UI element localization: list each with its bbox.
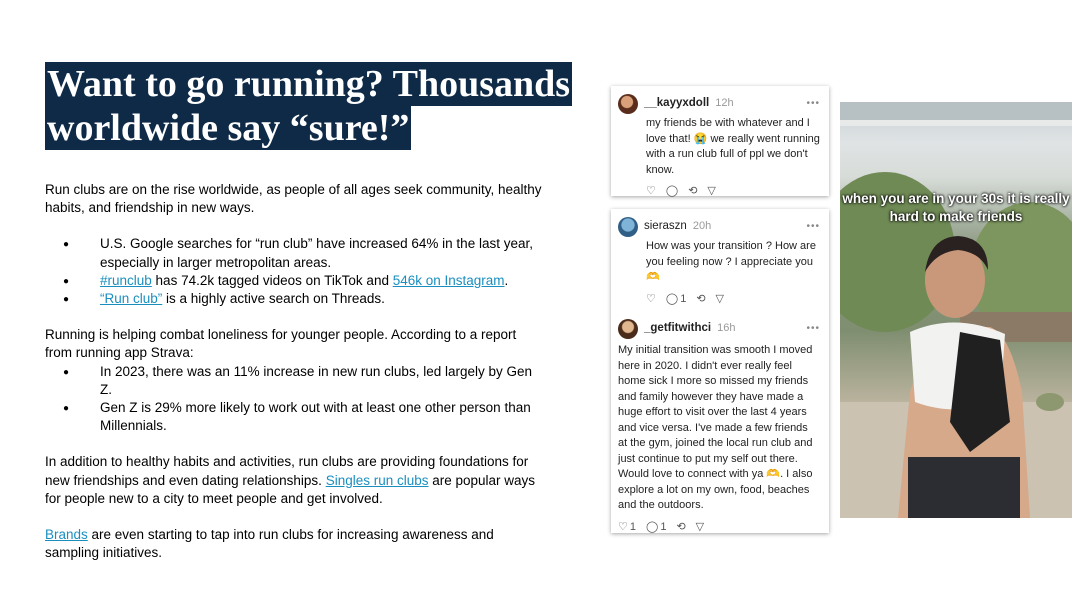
repost-icon[interactable]: ⟲: [688, 185, 698, 197]
brands-paragraph: Brands are even starting to tap into run clubs for increasing awareness and sampling initiatives.: [45, 527, 494, 561]
more-dots-icon[interactable]: •••: [806, 323, 820, 335]
more-dots-icon[interactable]: •••: [806, 98, 820, 110]
comment-icon[interactable]: ◯: [665, 185, 679, 197]
instagram-link[interactable]: 546k on Instagram: [392, 272, 505, 288]
threads-search-link[interactable]: “Run club”: [100, 291, 163, 307]
stats-list: [45, 235, 545, 308]
list-item: ● “Run club” is a highly active search on Threads.: [45, 290, 545, 308]
slide-title: [45, 62, 572, 150]
video-scene: [840, 102, 1072, 518]
list-item: ● In 2023, there was an 11% increase in new run clubs, led largely by Gen Z.: [45, 363, 545, 399]
share-icon[interactable]: ▽: [707, 185, 716, 197]
heart-icon[interactable]: ♡: [646, 185, 656, 197]
share-icon[interactable]: ▽: [695, 520, 705, 533]
list-item: ● #runclub has 74.2k tagged videos on TikTok and 546k on Instagram.: [45, 272, 545, 290]
threads-thread: [611, 209, 829, 533]
repost-icon[interactable]: ⟲: [696, 292, 706, 305]
tiktok-video-still[interactable]: [840, 102, 1072, 518]
username[interactable]: sieraszn: [644, 220, 687, 233]
heart-icon[interactable]: ♡: [646, 292, 656, 305]
video-caption: when you are in your 30s it is really hard to make friends: [842, 191, 1070, 224]
singles-run-clubs-link[interactable]: Singles run clubs: [325, 472, 429, 488]
friendship-paragraph: In addition to healthy habits and activities, run clubs are providing foundations for new friendships and even dating relationships. Singles run clubs are popular ways for people new to a city to meet people and get involved.: [45, 454, 536, 506]
body-text: [45, 181, 545, 580]
list-item: ● U.S. Google searches for “run club” have increased 64% in the last year, especially in larger metropolitan areas.: [45, 235, 545, 271]
brands-link[interactable]: Brands: [45, 527, 88, 543]
timestamp: 20h: [692, 220, 712, 233]
list-item: ● Gen Z is 29% more likely to work out with at least one other person than Millennials.: [45, 399, 545, 435]
avatar[interactable]: [618, 217, 638, 237]
intro-paragraph: Run clubs are on the rise worldwide, as people of all ages seek community, healthy habits, and friendship in new ways.: [45, 182, 542, 216]
strava-list: [45, 363, 545, 436]
title-line-1: Want to go running? Thousands: [47, 63, 571, 105]
repost-icon[interactable]: ⟲: [676, 520, 686, 533]
comment-icon[interactable]: ◯ 1: [665, 292, 687, 305]
username[interactable]: _getfitwithci: [644, 322, 712, 335]
threads-post-sieraszn: [618, 217, 820, 307]
more-dots-icon[interactable]: •••: [806, 221, 820, 233]
post-text: my friends be with whatever and I love that! 😭 we really went running with a run club full of ppl we don't know.: [646, 117, 820, 176]
title-line-2: worldwide say “sure!”: [47, 107, 410, 149]
timestamp: 12h: [715, 97, 734, 110]
post-text: My initial transition was smooth I moved here in 2020. I didn't ever really feel home sick I more so missed my friends and family however they have made a huge effort to visit over the last 4 years and vice versa. I've made a few friends at the gym, joined the local run club and just continue to put my self out there. Would love to connect with ya 🫶. I also explore a lot on my own, food, beaches and the outdoors.: [618, 344, 813, 511]
timestamp: 16h: [717, 322, 736, 335]
comment-icon[interactable]: ◯ 1: [646, 520, 667, 533]
avatar[interactable]: [618, 319, 638, 339]
post-text: How was your transition ? How are you feeling now ? I appreciate you 🫶: [646, 240, 816, 283]
share-icon[interactable]: ▽: [715, 292, 724, 305]
heart-icon[interactable]: ♡ 1: [618, 520, 636, 533]
runclub-hashtag-link[interactable]: #runclub: [100, 272, 152, 288]
threads-post-getfitwithci: [618, 319, 820, 535]
threads-post-kayyxdoll: [611, 86, 829, 196]
avatar[interactable]: [618, 94, 638, 114]
username[interactable]: __kayyxdoll: [644, 97, 710, 110]
strava-paragraph: Running is helping combat loneliness for younger people. According to a report from running app Strava:: [45, 327, 517, 361]
